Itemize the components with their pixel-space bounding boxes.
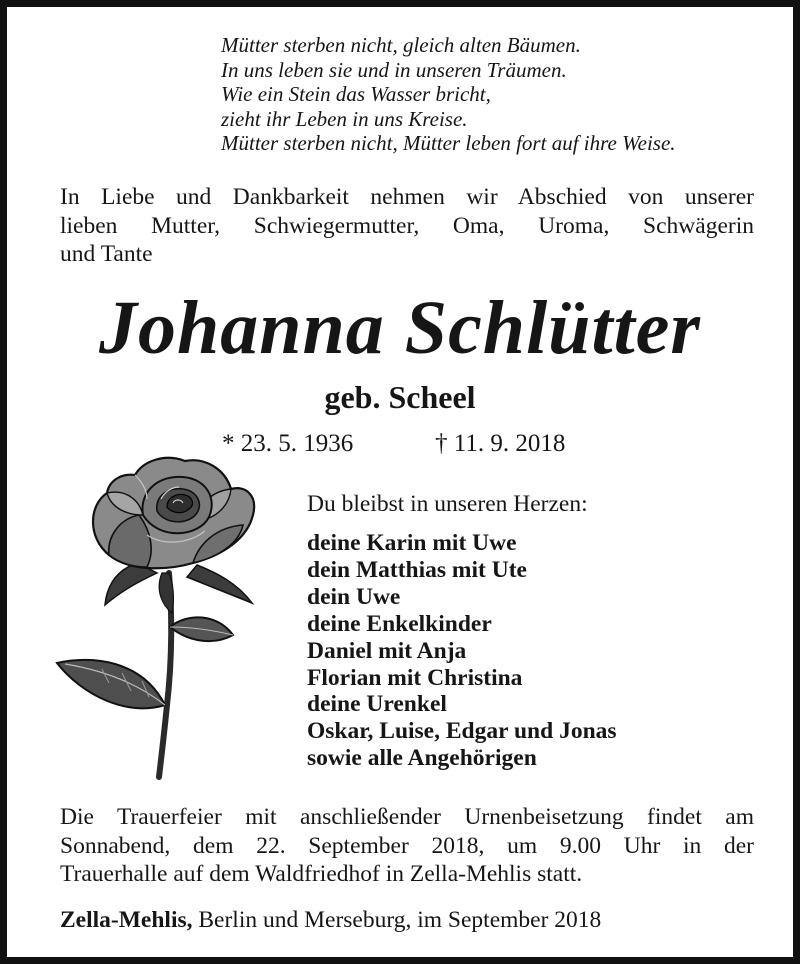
rose-icon <box>47 455 272 783</box>
list-item: deine Karin mit Uwe <box>307 530 517 556</box>
list-item: Florian mit Christina <box>307 664 523 691</box>
intro-line: In Liebe und Dankbarkeit nehmen wir Abschied von unserer <box>60 184 754 210</box>
birth-date: * 23. 5. 1936 <box>222 430 354 457</box>
death-date: † 11. 9. 2018 <box>435 430 566 457</box>
list-item: Oskar, Luise, Edgar und Jonas <box>307 718 617 745</box>
service-line: Die Trauerfeier mit anschließender Urnenbeisetzung findet am <box>60 804 754 830</box>
heart-line: Du bleibst in unseren Herzen: <box>307 491 588 517</box>
signature-place: Zella-Mehlis, <box>60 907 193 933</box>
service-text <box>60 803 754 889</box>
list-item: deine Enkelkinder <box>307 610 492 637</box>
poem-line: zieht ihr Leben in uns Kreise. <box>221 106 468 131</box>
list-item: dein Matthias mit Ute <box>307 556 527 583</box>
intro-text <box>60 183 754 269</box>
mourners-list <box>307 530 617 772</box>
poem-line: Mütter sterben nicht, Mütter leben fort auf ihre Weise. <box>221 131 676 155</box>
poem-line: In uns leben sie und in unseren Träumen. <box>221 57 567 82</box>
service-line: Sonnabend, dem 22. September 2018, um 9.00 Uhr in der <box>60 832 754 859</box>
signature-rest: Berlin und Merseburg, im September 2018 <box>192 907 602 933</box>
maiden-name: geb. Scheel <box>324 379 476 415</box>
list-item: deine Urenkel <box>307 691 447 718</box>
list-item: sowie alle Angehörigen <box>307 745 537 772</box>
intro-line: lieben Mutter, Schwiegermutter, Oma, Uroma, Schwägerin <box>60 212 754 239</box>
service-line: Trauerhalle auf dem Waldfriedhof in Zella-Mehlis statt. <box>60 861 583 887</box>
list-item: dein Uwe <box>307 583 401 610</box>
list-item: Daniel mit Anja <box>307 637 467 664</box>
poem <box>221 33 676 156</box>
poem-line: Mütter sterben nicht, gleich alten Bäumen. <box>221 33 581 57</box>
intro-line: und Tante <box>60 241 153 267</box>
signature-line <box>60 905 601 935</box>
poem-line: Wie ein Stein das Wasser bricht, <box>221 82 491 106</box>
deceased-name: Johanna Schlütter <box>99 286 701 370</box>
